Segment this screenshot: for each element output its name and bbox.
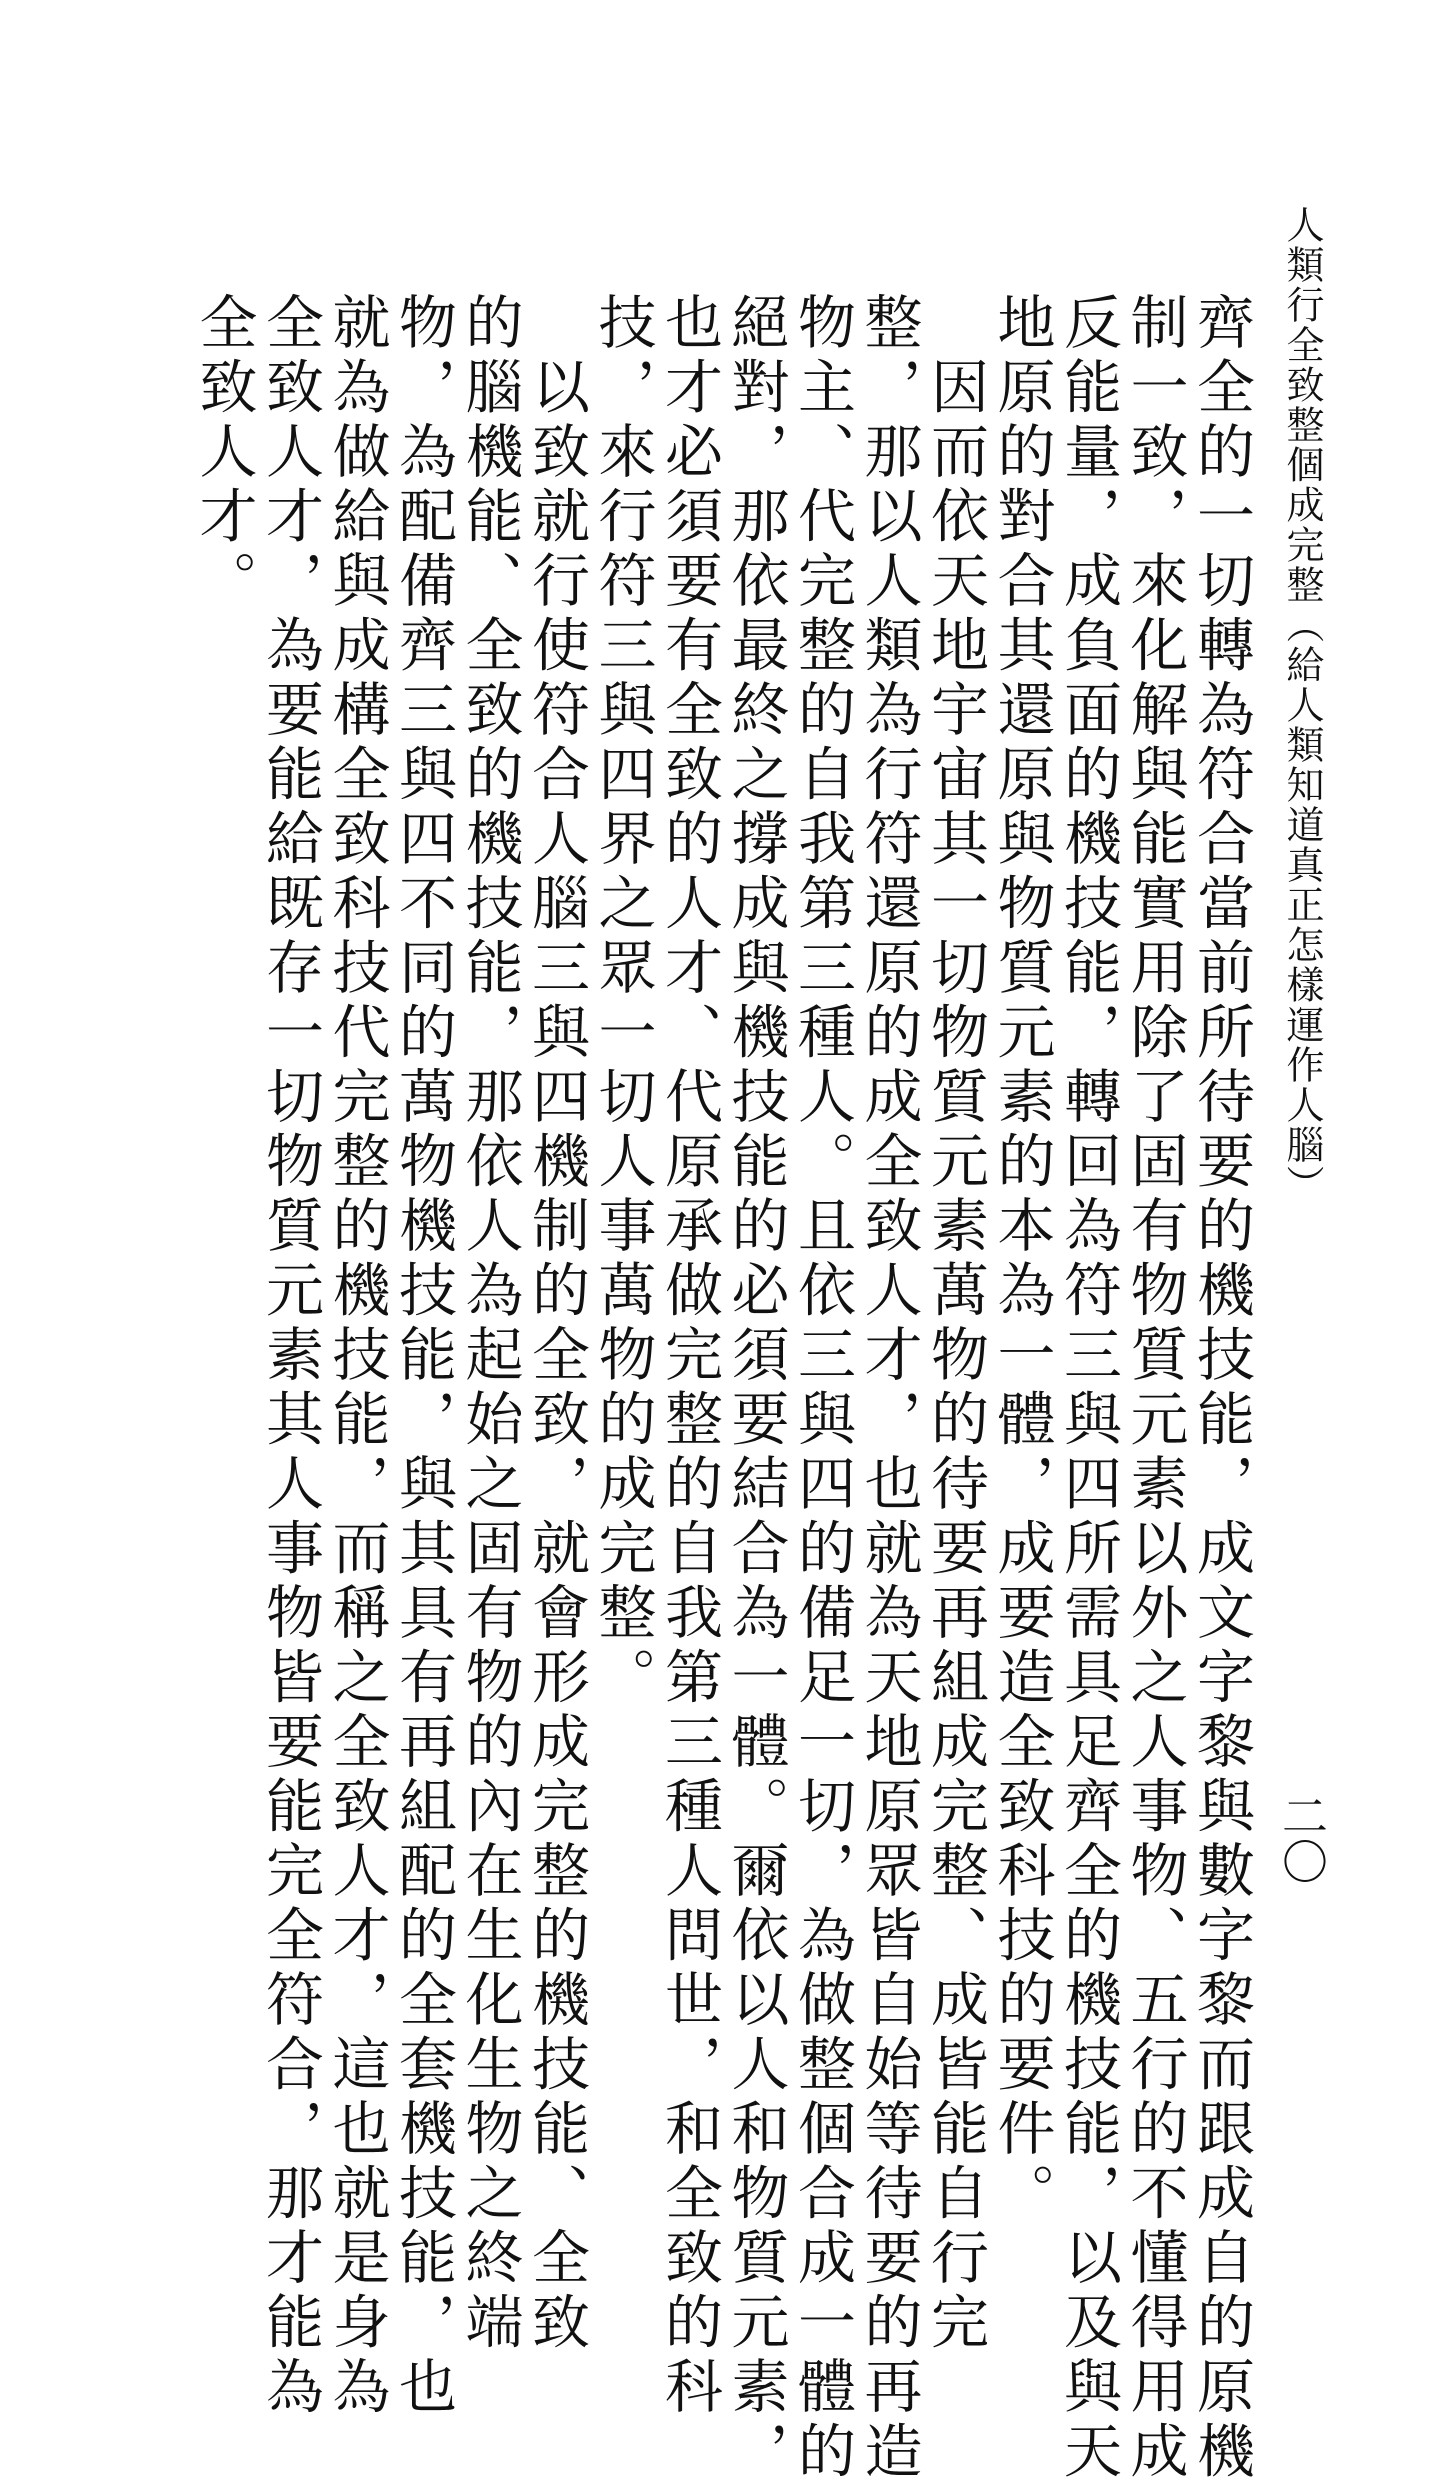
paragraph-1: 齊全的一切轉為符合當前所待要的機技能，成文字黎與數字黎而跟成自的原機 制一致，來化解與能實用除了固有物質元素以外之人事物、五行的不懂得用成 反能量，成負面的機技能，轉回為符三與四所需具足齊全的機技能，以及與天 地原的對合其還原與物質元素的本為一體，成要造全致科技的要件。 [987,292,1255,2485]
paragraph-2: 因而依天地宇宙其一切物質元素萬物的待要再組成完整、成皆能自行完 整，那以人類為行符還原的成全致人才，也就為天地原眾皆自始等待要的再造 物主、代完整的自我第三種人。且依三與四的備足一切，為做整個合成一體的 絕對，那依最終之撐成與機技能的必須要結合為一體。爾依以人和物質元素， 也才必須要有全致的人才、代原承做完整的自我第三種人問世，和全致的科 技，來行符三與四界之眾一切人事萬物的成完整。 [588,292,989,2485]
page-number: 二〇 [1275,1792,1329,1884]
body-text [186,292,1255,2485]
paragraph-3: 以致就行使符合人腦三與四機制的全致，就會形成完整的機技能、全致 的腦機能、全致的機技能，那依人為起始之固有物的內在生化生物之終端 物，為配備齊三與四不同的萬物機技能，與其具有再組配的全套機技能，也 就為做給與成構全致科技代完整的機技能，而稱之全致人才，這也就是身為 全致人才，為要能給既存一切物質元素其人事物皆要能完全符合，那才能為 全致人才。 [189,292,590,2421]
running-title: 人類行全致整個成完整︵給人類知道真正怎樣運作人腦︶ [1280,205,1324,1205]
